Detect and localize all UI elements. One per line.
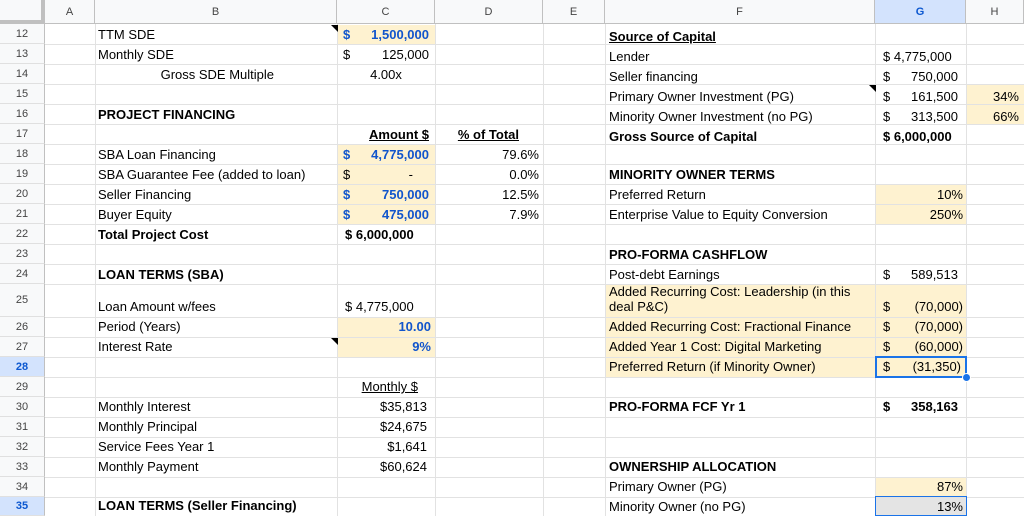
grid-line	[45, 224, 1024, 225]
grid-line	[45, 264, 1024, 265]
cell-g17[interactable]: $ 6,000,000	[883, 129, 952, 144]
section-ownership-allocation[interactable]: OWNERSHIP ALLOCATION	[609, 459, 777, 474]
grid-line	[45, 244, 1024, 245]
currency-symbol: $	[883, 339, 891, 354]
grid-line	[435, 24, 436, 516]
grid-line	[95, 24, 96, 516]
cell-f16[interactable]: Minority Owner Investment (no PG)	[609, 109, 813, 124]
grid-line	[45, 317, 1024, 318]
column-header-c[interactable]: C	[337, 0, 435, 24]
cell-c12[interactable]	[343, 26, 429, 44]
row-header-18[interactable]: 18	[0, 144, 45, 164]
fill-handle[interactable]	[962, 373, 971, 382]
cell-g30[interactable]	[883, 398, 958, 416]
section-pro-forma-cashflow[interactable]: PRO-FORMA CASHFLOW	[609, 247, 768, 262]
column-header-b[interactable]: B	[95, 0, 337, 24]
cell-b25[interactable]: Loan Amount w/fees	[98, 299, 216, 314]
row-header-32[interactable]: 32	[0, 437, 45, 457]
cell-b33[interactable]: Monthly Payment	[98, 459, 199, 474]
cell-value: 358,163	[911, 399, 958, 414]
cell-d19[interactable]: 0.0%	[509, 167, 539, 182]
cell-b26[interactable]: Period (Years)	[98, 319, 181, 334]
row-header-34[interactable]: 34	[0, 477, 45, 497]
currency-symbol: $	[345, 299, 353, 314]
section-loan-terms-sba[interactable]: LOAN TERMS (SBA)	[98, 267, 224, 282]
cell-b32[interactable]: Service Fees Year 1	[98, 439, 215, 454]
row-header-13[interactable]: 13	[0, 44, 45, 64]
cell-b18[interactable]: SBA Loan Financing	[98, 147, 216, 162]
cell-g25[interactable]	[883, 298, 963, 316]
currency-symbol: $	[343, 207, 351, 222]
row-header-17[interactable]: 17	[0, 124, 45, 144]
cell-text-line: deal P&C)	[609, 299, 669, 314]
row-header-24[interactable]: 24	[0, 264, 45, 284]
cell-b30[interactable]: Monthly Interest	[98, 399, 191, 414]
cell-b21[interactable]: Buyer Equity	[98, 207, 172, 222]
grid-line	[605, 24, 606, 516]
row-header-14[interactable]: 14	[0, 64, 45, 84]
cell-c22[interactable]	[345, 226, 414, 244]
row-header-16[interactable]: 16	[0, 104, 45, 124]
grid-line	[45, 124, 1024, 125]
cell-f34[interactable]: Primary Owner (PG)	[609, 479, 727, 494]
cell-value: 750,000	[911, 69, 958, 84]
cell-text-line: Added Recurring Cost: Leadership (in this	[609, 284, 851, 299]
cell-value: 6,000,000	[355, 227, 414, 242]
range-selection[interactable]	[875, 496, 967, 516]
cell-f17[interactable]: Gross Source of Capital	[609, 129, 758, 144]
cell-g16[interactable]	[883, 108, 958, 126]
cell-b31[interactable]: Monthly Principal	[98, 419, 197, 434]
cell-value: (70,000)	[914, 319, 963, 334]
currency-symbol: $	[343, 187, 351, 202]
grid-line	[45, 337, 1024, 338]
cell-g13[interactable]	[883, 48, 952, 66]
cell-g34[interactable]: 87%	[936, 479, 963, 494]
cell-g20[interactable]: 10%	[936, 187, 963, 202]
currency-symbol: $	[883, 319, 891, 334]
cell-c26[interactable]: 10.00	[398, 319, 431, 334]
cell-c19[interactable]	[343, 166, 413, 184]
row-header-35[interactable]: 35	[0, 497, 45, 516]
cell-c31[interactable]: $24,675	[380, 419, 427, 434]
row-header-12[interactable]: 12	[0, 24, 45, 44]
cell-f13[interactable]: Lender	[609, 49, 650, 64]
cell-b19[interactable]: SBA Guarantee Fee (added to loan)	[98, 167, 306, 182]
section-loan-terms-seller[interactable]: LOAN TERMS (Seller Financing)	[98, 498, 297, 513]
row-header-29[interactable]: 29	[0, 377, 45, 397]
row-header-23[interactable]: 23	[0, 244, 45, 264]
cell-g35[interactable]: 13%	[936, 499, 963, 514]
cell-d20[interactable]: 12.5%	[502, 187, 539, 202]
row-header-31[interactable]: 31	[0, 417, 45, 437]
cell-c14[interactable]: 4.00x	[370, 67, 402, 82]
column-header-h[interactable]: H	[966, 0, 1024, 24]
grid-line	[45, 164, 1024, 165]
currency-symbol: $	[883, 359, 891, 374]
cell-h15[interactable]: 34%	[992, 89, 1019, 104]
currency-symbol: $	[883, 399, 891, 414]
cell-value: 4,775,000	[371, 147, 429, 162]
cell-f15[interactable]: Primary Owner Investment (PG)	[609, 89, 794, 104]
row-header-25[interactable]: 25	[0, 284, 45, 317]
cell-value: 4,775,000	[893, 49, 952, 64]
cell-f20[interactable]: Preferred Return	[609, 187, 706, 202]
row-header-15[interactable]: 15	[0, 84, 45, 104]
cell-c20[interactable]	[343, 186, 429, 204]
currency-symbol: $	[883, 299, 891, 314]
cell-value: 475,000	[382, 207, 429, 222]
grid-line	[45, 184, 1024, 185]
cell-value: 1,500,000	[371, 27, 429, 42]
cell-f35[interactable]: Minority Owner (no PG)	[609, 499, 746, 514]
cell-g27[interactable]	[883, 338, 963, 356]
cell-f27[interactable]: Added Year 1 Cost: Digital Marketing	[609, 339, 822, 354]
currency-symbol: $	[343, 47, 351, 62]
currency-symbol: $	[343, 167, 351, 182]
cell-c32[interactable]: $1,641	[387, 439, 427, 454]
cell-f14[interactable]: Seller financing	[609, 69, 698, 84]
grid-line	[45, 44, 1024, 45]
cell-value: 750,000	[382, 187, 429, 202]
row-header-19[interactable]: 19	[0, 164, 45, 184]
cell-c30[interactable]: $35,813	[380, 399, 427, 414]
cell-h16[interactable]: 66%	[992, 109, 1019, 124]
currency-symbol: $	[883, 109, 891, 124]
cell-f24[interactable]: Post-debt Earnings	[609, 267, 720, 282]
currency-symbol: $	[343, 147, 351, 162]
cell-c21[interactable]	[343, 206, 429, 224]
currency-symbol: $	[343, 27, 351, 42]
cell-g14[interactable]	[883, 68, 958, 86]
cell-c18[interactable]	[343, 146, 429, 164]
cell-d21[interactable]: 7.9%	[509, 207, 539, 222]
row-header-21[interactable]: 21	[0, 204, 45, 224]
cell-g15[interactable]	[883, 88, 958, 106]
grid-line	[45, 84, 1024, 85]
cell-b13[interactable]: Monthly SDE	[98, 47, 174, 62]
grid-line	[45, 397, 1024, 398]
cell-b20[interactable]: Seller Financing	[98, 187, 192, 202]
cell-value: 125,000	[382, 47, 429, 62]
cell-value: (60,000)	[914, 339, 963, 354]
row-header-20[interactable]: 20	[0, 184, 45, 204]
cell-c27[interactable]: 9%	[412, 339, 431, 354]
currency-symbol: $	[883, 89, 891, 104]
cell-f30[interactable]: PRO-FORMA FCF Yr 1	[609, 399, 746, 414]
cell-value: 589,513	[911, 267, 958, 282]
section-project-financing[interactable]: PROJECT FINANCING	[98, 107, 236, 122]
row-header-30[interactable]: 30	[0, 397, 45, 417]
monthly-header[interactable]: Monthly $	[361, 379, 418, 394]
cell-value: 313,500	[911, 109, 958, 124]
cell-f25[interactable]	[609, 284, 850, 314]
active-cell-selection[interactable]	[875, 356, 967, 378]
row-header-22[interactable]: 22	[0, 224, 45, 244]
cell-value: 4,775,000	[355, 299, 414, 314]
cell-b14[interactable]: Gross SDE Multiple	[160, 67, 274, 82]
row-header-33[interactable]: 33	[0, 457, 45, 477]
select-all-corner[interactable]	[0, 0, 45, 24]
grid-line	[45, 204, 1024, 205]
currency-symbol: $	[883, 69, 891, 84]
cell-g26[interactable]	[883, 318, 963, 336]
cell-g21[interactable]: 250%	[929, 207, 963, 222]
cell-b12[interactable]: TTM SDE	[98, 27, 156, 42]
cell-f28[interactable]: Preferred Return (if Minority Owner)	[609, 359, 816, 374]
cell-d18[interactable]: 79.6%	[502, 147, 539, 162]
cell-value: -	[408, 167, 413, 182]
cell-f21[interactable]: Enterprise Value to Equity Conversion	[609, 207, 828, 222]
cell-b27[interactable]: Interest Rate	[98, 339, 173, 354]
grid-line	[45, 284, 1024, 285]
row-header-28[interactable]: 28	[0, 357, 45, 377]
grid-line	[45, 64, 1024, 65]
cell-value: (31,350)	[912, 359, 961, 374]
column-header-g[interactable]: G	[875, 0, 966, 24]
section-minority-owner-terms[interactable]: MINORITY OWNER TERMS	[609, 167, 775, 182]
cell-g24[interactable]	[883, 266, 958, 284]
row-header-27[interactable]: 27	[0, 337, 45, 357]
pct-total-header[interactable]: % of Total	[457, 127, 519, 142]
cell-value: (70,000)	[914, 299, 963, 314]
note-indicator[interactable]	[869, 85, 876, 92]
grid-line	[45, 104, 1024, 105]
cell-c13[interactable]	[343, 46, 429, 64]
cell-b22[interactable]: Total Project Cost	[98, 227, 209, 242]
column-header-d[interactable]: D	[435, 0, 543, 24]
currency-symbol: $	[345, 227, 353, 242]
cell-c25[interactable]	[345, 298, 414, 316]
cell-f26[interactable]: Added Recurring Cost: Fractional Finance	[609, 319, 852, 334]
grid-line	[543, 24, 544, 516]
column-header-e[interactable]: E	[543, 0, 605, 24]
column-header-a[interactable]: A	[45, 0, 95, 24]
currency-symbol: $	[883, 49, 891, 64]
note-indicator[interactable]	[331, 25, 338, 32]
cell-value: 161,500	[911, 89, 958, 104]
section-source-of-capital[interactable]: Source of Capital	[609, 29, 716, 44]
column-header-f[interactable]: F	[605, 0, 875, 24]
amount-header[interactable]: Amount $	[369, 127, 429, 142]
cell-c33[interactable]: $60,624	[380, 459, 427, 474]
grid-line	[45, 144, 1024, 145]
currency-symbol: $	[883, 267, 891, 282]
grid-line	[875, 24, 876, 516]
row-header-26[interactable]: 26	[0, 317, 45, 337]
